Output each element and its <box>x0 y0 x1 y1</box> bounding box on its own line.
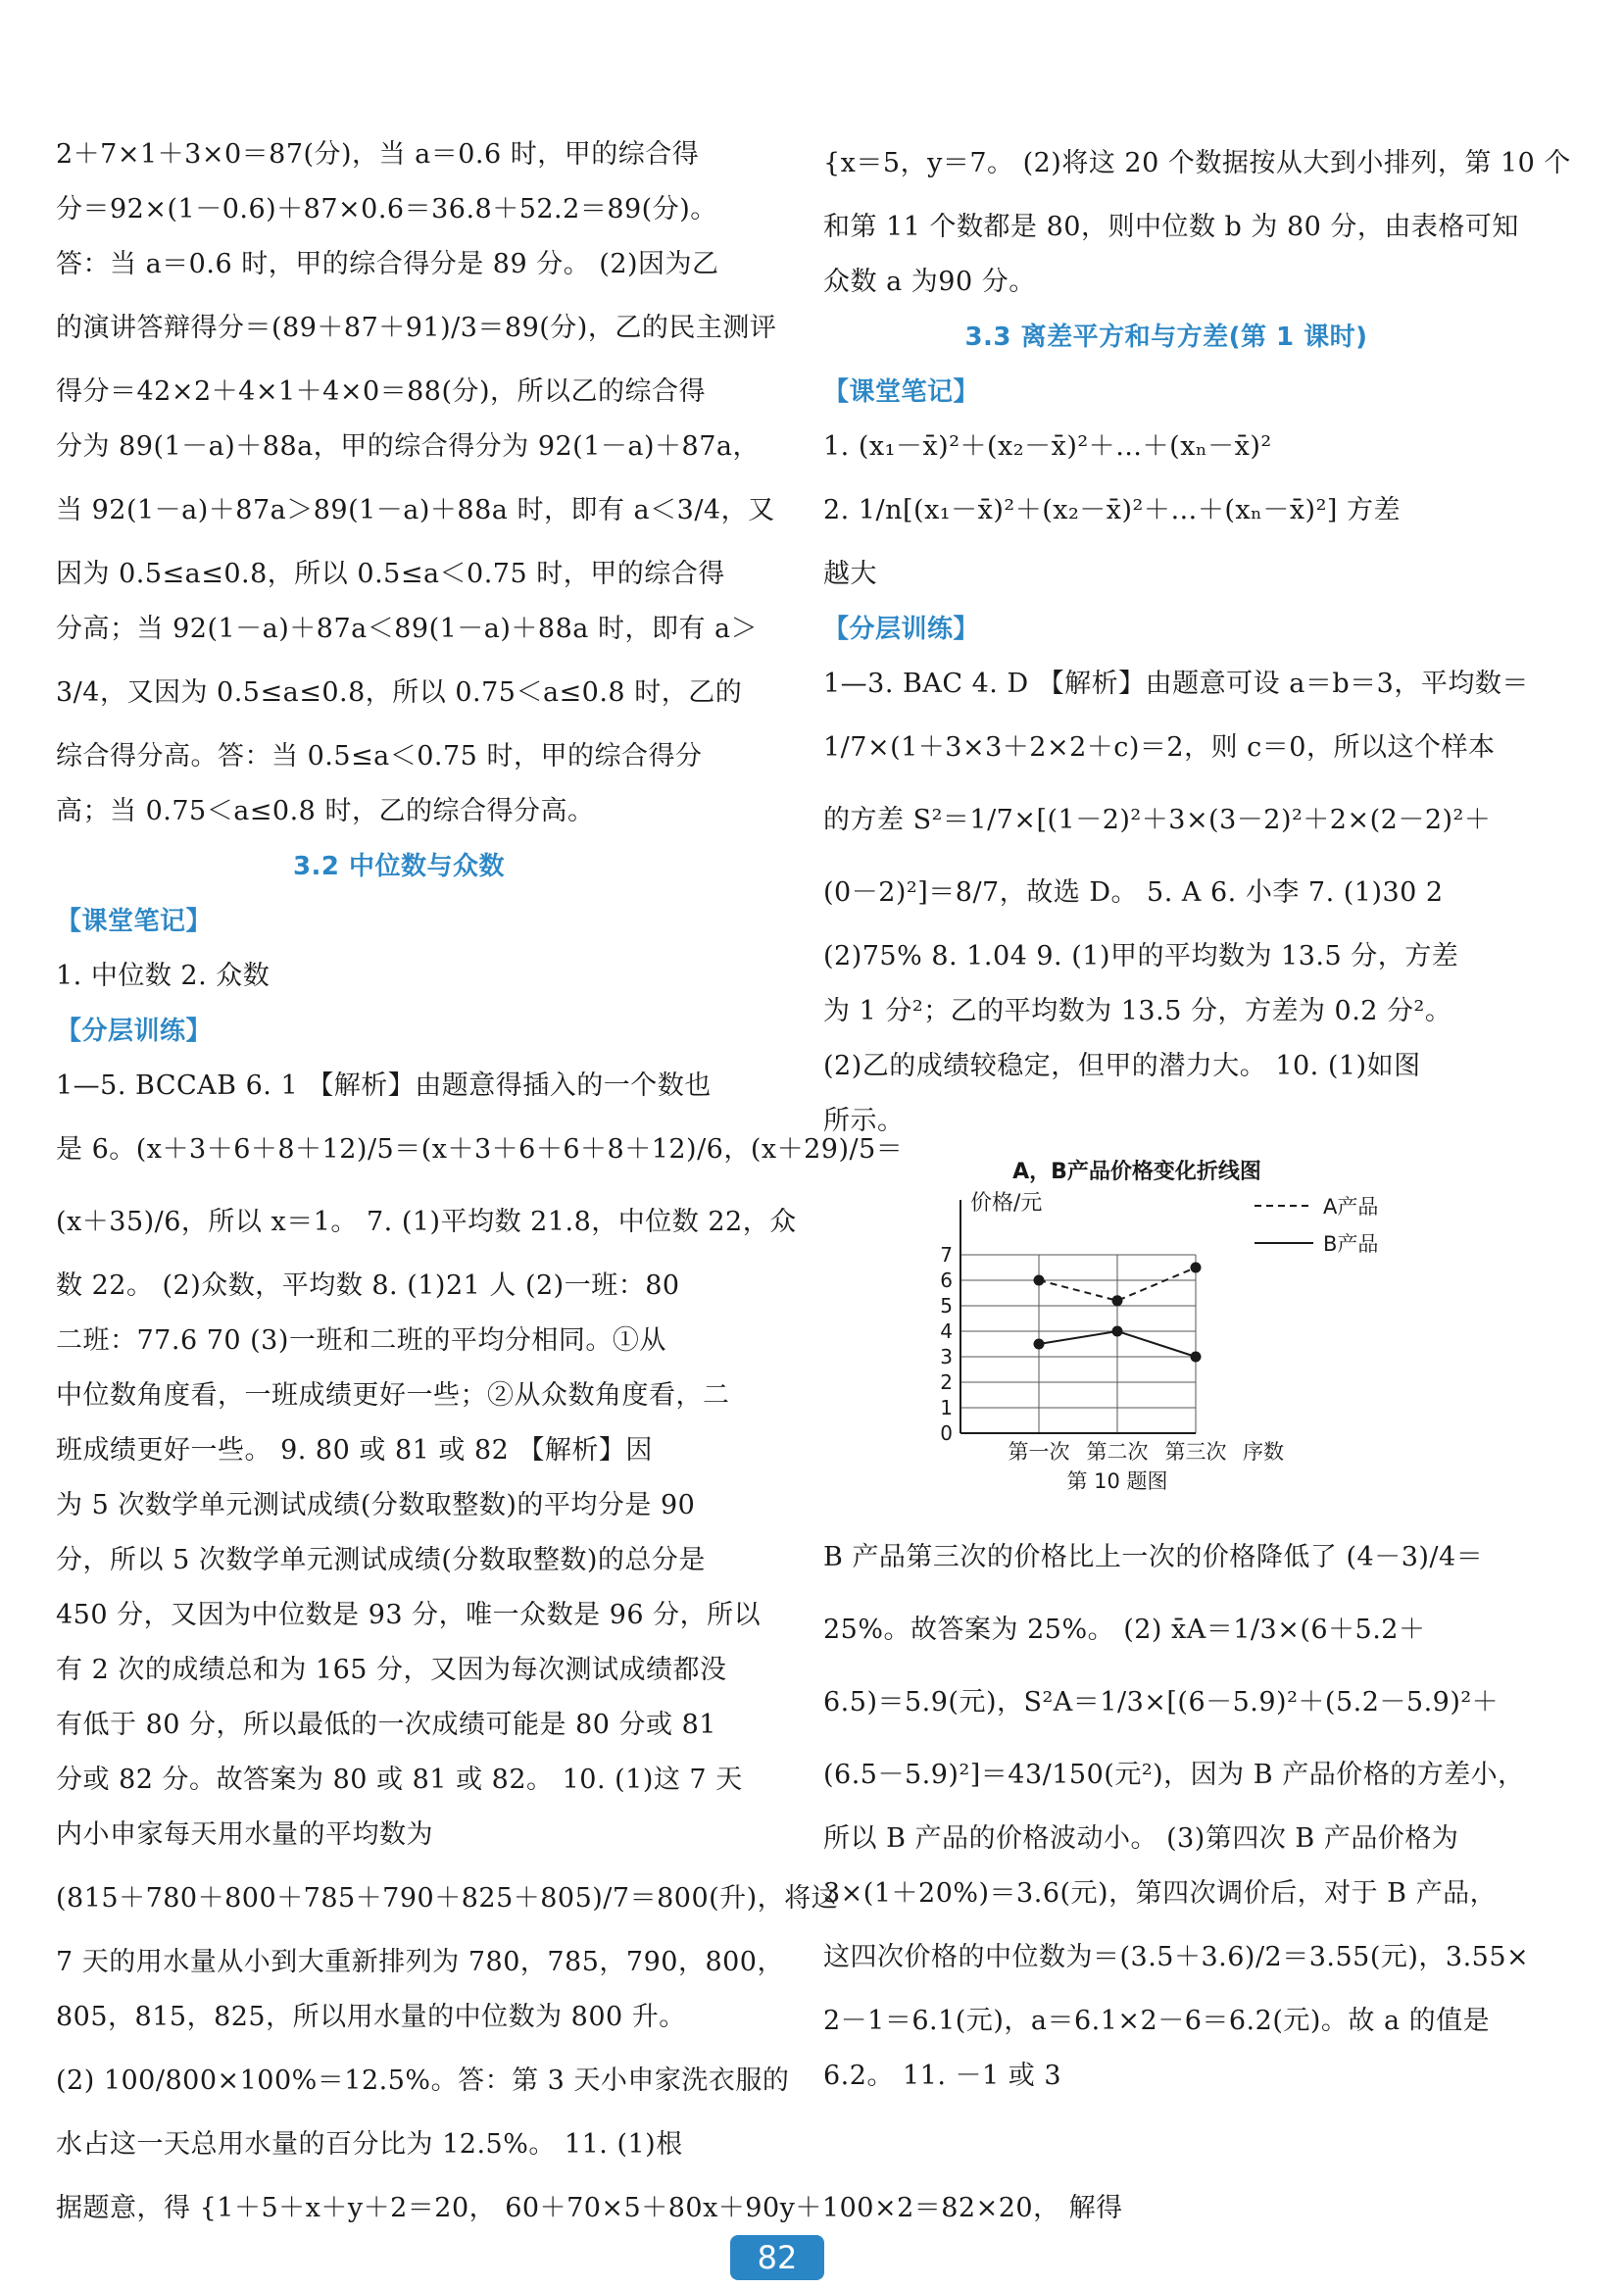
text-line: 3.2 中位数与众数 <box>292 852 506 881</box>
text-line: 有 2 次的成绩总和为 165 分，又因为每次测试成绩都没 <box>56 1655 727 1685</box>
legend-label: A产品 <box>1323 1195 1379 1219</box>
text-line: 所示。 <box>823 1106 905 1136</box>
y-tick-label: 7 <box>940 1243 953 1267</box>
y-axis-label: 价格/元 <box>970 1191 1043 1216</box>
text-line: 所以 B 产品的价格波动小。 (3)第四次 B 产品价格为 <box>823 1823 1459 1854</box>
text-line: 因为 0.5≤a≤0.8，所以 0.5≤a＜0.75 时，甲的综合得 <box>56 559 725 589</box>
text-line: 分＝92×(1－0.6)＋87×0.6＝36.8＋52.2＝89(分)。 <box>56 194 717 224</box>
x-tick-label: 第二次 <box>1086 1440 1149 1464</box>
text-line: 这四次价格的中位数为＝(3.5＋3.6)/2＝3.55(元)，3.55× <box>823 1942 1530 1972</box>
text-line: {x＝5，y＝7。 (2)将这 20 个数据按从大到小排列，第 10 个 <box>823 148 1571 178</box>
price-line-chart-figure <box>823 1149 1509 1521</box>
text-line: 的方差 S²＝1/7×[(1－2)²＋3×(3－2)²＋2×(2－2)²＋ <box>823 805 1492 835</box>
text-line: 3.3 离差平方和与方差(第 1 课时) <box>964 323 1368 352</box>
y-tick-label: 4 <box>940 1319 953 1343</box>
text-line: 班成绩更好一些。 9. 80 或 81 或 82 【解析】因 <box>56 1435 653 1466</box>
text-line: 3×(1＋20%)＝3.6(元)，第四次调价后，对于 B 产品， <box>823 1878 1498 1909</box>
text-line: 【课堂笔记】 <box>823 377 980 407</box>
text-line: 综合得分高。答：当 0.5≤a＜0.75 时，甲的综合得分 <box>56 741 703 771</box>
text-line: 为 1 分²；乙的平均数为 13.5 分，方差为 0.2 分²。 <box>823 996 1452 1026</box>
text-line: 二班：77.6 70 (3)一班和二班的平均分相同。①从 <box>56 1325 666 1356</box>
text-line: 【分层训练】 <box>56 1017 213 1046</box>
text-line: 当 92(1－a)＋87a＞89(1－a)＋88a 时，即有 a＜3/4，又 <box>56 495 775 525</box>
text-line: 450 分，又因为中位数是 93 分，唯一众数是 96 分，所以 <box>56 1600 762 1630</box>
data-point <box>1112 1295 1123 1306</box>
text-line: 6.2。 11. －1 或 3 <box>823 2061 1062 2091</box>
text-line: 分为 89(1－a)＋88a，甲的综合得分为 92(1－a)＋87a， <box>56 431 760 462</box>
text-line: 的演讲答辩得分＝(89＋87＋91)/3＝89(分)，乙的民主测评 <box>56 313 777 343</box>
text-line: (6.5－5.9)²]＝43/150(元²)，因为 B 产品价格的方差小， <box>823 1760 1525 1790</box>
y-tick-label: 5 <box>940 1294 953 1318</box>
text-line: 【分层训练】 <box>823 615 980 644</box>
text-line: 7 天的用水量从小到大重新排列为 780，785，790，800， <box>56 1947 784 1977</box>
right-column <box>823 127 1571 2104</box>
text-line: 据题意，得 {1＋5＋x＋y＋2＝20， 60＋70×5＋80x＋90y＋100×2＝82×20， 解得 <box>56 2193 1123 2223</box>
text-line: 805，815，825，所以用水量的中位数为 800 升。 <box>56 2002 686 2032</box>
text-line: 分高；当 92(1－a)＋87a＜89(1－a)＋88a 时，即有 a＞ <box>56 614 759 644</box>
text-line: 分，所以 5 次数学单元测试成绩(分数取整数)的总分是 <box>56 1545 706 1575</box>
text-line: 有低于 80 分，所以最低的一次成绩可能是 80 分或 81 <box>56 1710 716 1740</box>
right-text-top <box>823 127 1571 1149</box>
x-axis-label: 序数 <box>1243 1440 1284 1464</box>
text-line: 是 6。(x＋3＋6＋8＋12)/5＝(x＋3＋6＋6＋8＋12)/6，(x＋29)/5＝ <box>56 1134 904 1165</box>
y-tick-label: 0 <box>940 1421 953 1445</box>
chart-title: A，B产品价格变化折线图 <box>1012 1160 1261 1184</box>
text-line: 【课堂笔记】 <box>56 907 213 936</box>
price-line-chart <box>823 1149 1451 1521</box>
data-point <box>1034 1275 1045 1286</box>
text-line: 众数 a 为90 分。 <box>823 267 1036 297</box>
data-point <box>1034 1339 1045 1350</box>
x-tick-label: 第三次 <box>1164 1440 1227 1464</box>
text-line: 3/4，又因为 0.5≤a≤0.8，所以 0.75＜a≤0.8 时，乙的 <box>56 677 743 708</box>
text-line: 1/7×(1＋3×3＋2×2＋c)＝2，则 c＝0，所以这个样本 <box>823 732 1496 763</box>
text-line: (2)75% 8. 1.04 9. (1)甲的平均数为 13.5 分，方差 <box>823 941 1459 971</box>
text-line: (2)乙的成绩较稳定，但甲的潜力大。 10. (1)如图 <box>823 1051 1421 1081</box>
text-line: 内小申家每天用水量的平均数为 <box>56 1819 433 1850</box>
text-line: 1. 中位数 2. 众数 <box>56 961 271 991</box>
text-line: 25%。故答案为 25%。 (2) x̄A＝1/3×(6＋5.2＋ <box>823 1615 1426 1645</box>
page-number: 82 <box>730 2235 824 2280</box>
chart-caption: 第 10 题图 <box>1066 1469 1168 1493</box>
legend-label: B产品 <box>1323 1232 1379 1256</box>
text-line: 为 5 次数学单元测试成绩(分数取整数)的平均分是 90 <box>56 1490 696 1520</box>
text-line: 1—5. BCCAB 6. 1 【解析】由题意得插入的一个数也 <box>56 1070 712 1101</box>
text-line: 高；当 0.75＜a≤0.8 时，乙的综合得分高。 <box>56 796 595 826</box>
x-tick-label: 第一次 <box>1008 1440 1070 1464</box>
text-line: 1. (x₁－x̄)²＋(x₂－x̄)²＋…＋(xₙ－x̄)² <box>823 431 1272 462</box>
data-point <box>1112 1326 1123 1337</box>
text-line: 中位数角度看，一班成绩更好一些；②从众数角度看，二 <box>56 1380 730 1411</box>
text-line: 2. 1/n[(x₁－x̄)²＋(x₂－x̄)²＋…＋(xₙ－x̄)²] 方差 <box>823 495 1402 525</box>
data-point <box>1191 1263 1202 1273</box>
text-line: 2＋7×1＋3×0＝87(分)，当 a＝0.6 时，甲的综合得 <box>56 139 700 170</box>
text-line: 答：当 a＝0.6 时，甲的综合得分是 89 分。 (2)因为乙 <box>56 249 719 279</box>
right-text-bottom <box>823 1521 1530 2104</box>
text-line: (2) 100/800×100%＝12.5%。答：第 3 天小申家洗衣服的 <box>56 2065 790 2096</box>
text-line: 得分＝42×2＋4×1＋4×0＝88(分)，所以乙的综合得 <box>56 376 707 407</box>
text-line: (0－2)²]＝8/7，故选 D。 5. A 6. 小李 7. (1)30 2 <box>823 877 1444 908</box>
y-tick-label: 2 <box>940 1370 953 1394</box>
text-line: 和第 11 个数都是 80，则中位数 b 为 80 分，由表格可知 <box>823 212 1519 242</box>
text-line: 6.5)＝5.9(元)，S²A＝1/3×[(6－5.9)²＋(5.2－5.9)²＋ <box>823 1687 1500 1717</box>
text-line: 1—3. BAC 4. D 【解析】由题意可设 a＝b＝3，平均数＝ <box>823 669 1529 699</box>
text-line: B 产品第三次的价格比上一次的价格降低了 (4－3)/4＝ <box>823 1542 1484 1572</box>
text-line: (x＋35)/6，所以 x＝1。 7. (1)平均数 21.8，中位数 22，众 <box>56 1207 797 1237</box>
data-point <box>1191 1352 1202 1363</box>
text-line: 分或 82 分。故答案为 80 或 81 或 82。 10. (1)这 7 天 <box>56 1765 743 1795</box>
y-tick-label: 6 <box>940 1269 953 1292</box>
y-tick-label: 3 <box>940 1345 953 1368</box>
text-line: 数 22。 (2)众数，平均数 8. (1)21 人 (2)一班：80 <box>56 1270 680 1301</box>
text-line: (815＋780＋800＋785＋790＋825＋805)/7＝800(升)，将这 <box>56 1883 839 1914</box>
text-line: 水占这一天总用水量的百分比为 12.5%。 11. (1)根 <box>56 2129 683 2160</box>
y-tick-label: 1 <box>940 1396 953 1419</box>
text-line: 越大 <box>823 559 877 589</box>
text-line: 2－1＝6.1(元)，a＝6.1×2－6＝6.2(元)。故 a 的值是 <box>823 2006 1491 2036</box>
